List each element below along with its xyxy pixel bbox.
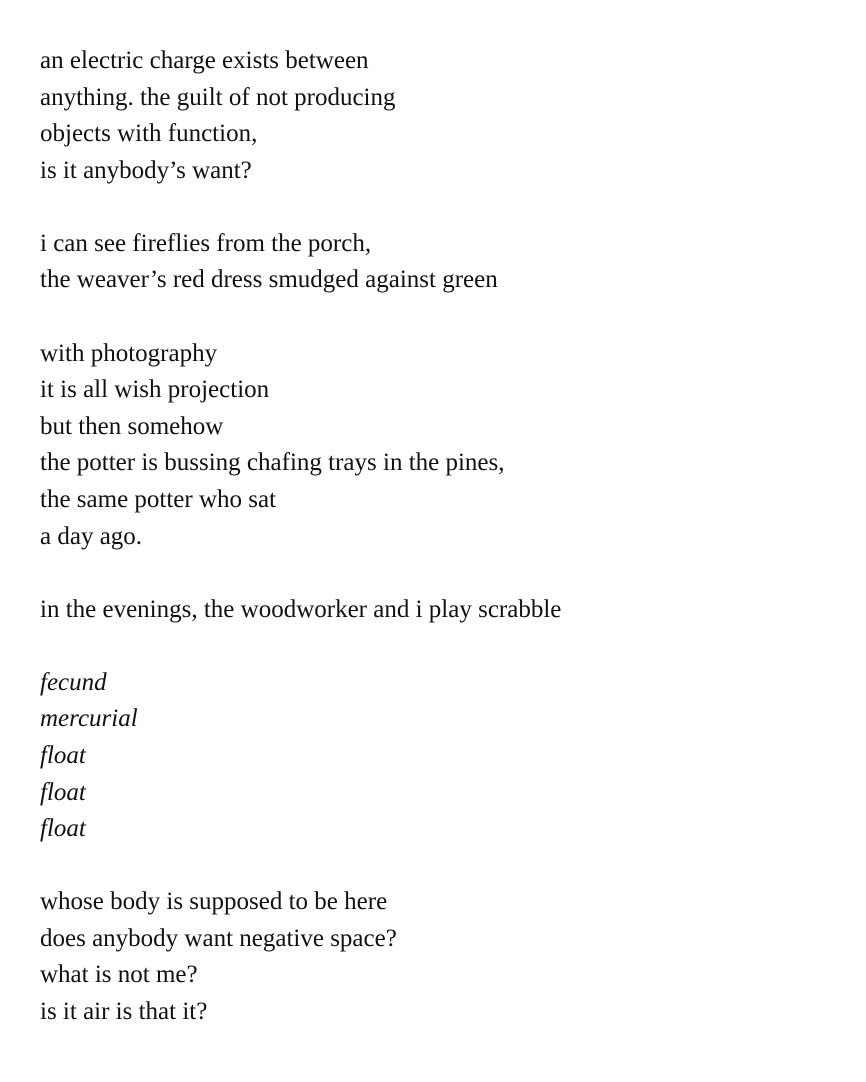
poem-line: whose body is supposed to be here (40, 888, 388, 916)
poem-line: but then somehow (40, 412, 224, 440)
stanza (40, 226, 840, 299)
poem-line-italic: float (40, 778, 86, 806)
poem-line: a day ago. (40, 522, 143, 550)
poem-line-italic: float (40, 815, 86, 843)
poem-line: in the evenings, the woodworker and i play scrabble (40, 595, 562, 623)
poem-line: i can see fireflies from the porch, (40, 229, 372, 257)
poem-line: with photography (40, 339, 218, 367)
poem-line-italic: fecund (40, 668, 107, 696)
italic-word-stanza (40, 665, 840, 848)
poem-line: anything. the guilt of not producing (40, 83, 396, 111)
poem (40, 43, 840, 1067)
poem-line: it is all wish projection (40, 376, 270, 404)
stanza (40, 336, 840, 556)
poem-line: does anybody want negative space? (40, 924, 397, 952)
poem-line-italic: mercurial (40, 705, 138, 733)
poem-line: is it anybody’s want? (40, 156, 252, 184)
poem-line: an electric charge exists between (40, 47, 369, 74)
poem-line: the weaver’s red dress smudged against green (40, 266, 498, 294)
stanza (40, 43, 840, 189)
poem-line: what is not me? (40, 961, 198, 989)
poem-line: the potter is bussing chafing trays in the pines, (40, 449, 505, 477)
poem-line-italic: float (40, 741, 86, 769)
poem-line: is it air is that it? (40, 997, 208, 1025)
stanza (40, 884, 840, 1030)
poem-line: the same potter who sat (40, 485, 277, 513)
poem-line: objects with function, (40, 120, 258, 148)
stanza (40, 592, 840, 629)
